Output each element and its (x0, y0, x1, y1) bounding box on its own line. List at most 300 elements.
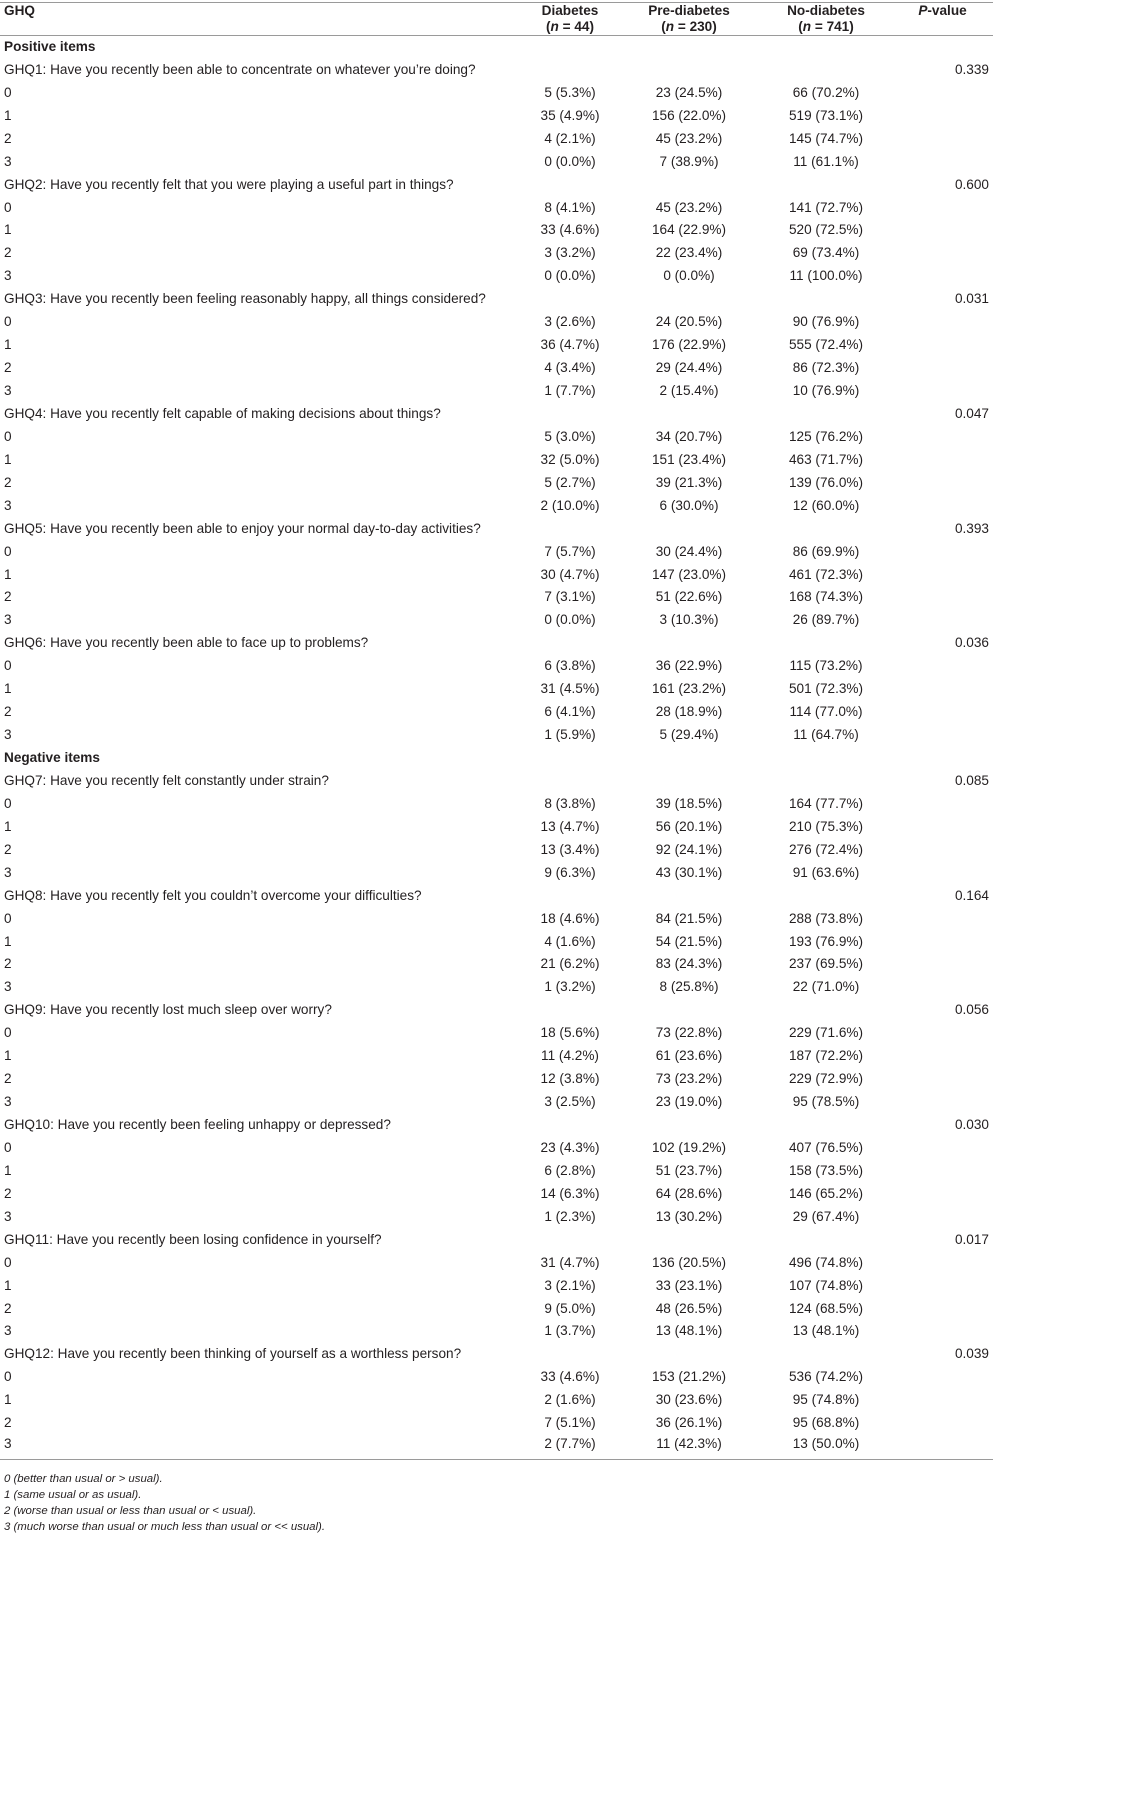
empty-cell (894, 334, 993, 357)
empty-cell (894, 1159, 993, 1182)
table-row (0, 1205, 993, 1228)
prediabetes-cell: 28 (18.9%) (655, 704, 723, 720)
nodiabetes-cell: 11 (64.7%) (793, 727, 859, 743)
nodiabetes-cell: 463 (71.7%) (788, 451, 864, 467)
empty-cell (894, 1412, 993, 1435)
question-label: GHQ7: Have you recently felt constantly under strain? (4, 772, 329, 788)
response-level: 0 (4, 314, 12, 330)
table-row (0, 861, 993, 884)
response-level: 3 (4, 1208, 12, 1224)
table-row (0, 1068, 993, 1091)
empty-cell (894, 127, 993, 150)
empty-cell (894, 930, 993, 953)
table-row (0, 907, 993, 930)
header-diabetes-n: (n = 44) (546, 19, 594, 34)
prediabetes-cell: 7 (38.9%) (659, 153, 719, 169)
empty-cell (758, 403, 894, 426)
prediabetes-cell: 56 (20.1%) (655, 818, 723, 834)
empty-cell (520, 36, 620, 59)
response-level: 3 (4, 1094, 12, 1110)
diabetes-cell: 31 (4.5%) (540, 681, 600, 697)
empty-cell (520, 1228, 620, 1251)
empty-cell (520, 770, 620, 793)
empty-cell (520, 403, 620, 426)
diabetes-cell: 3 (2.1%) (544, 1277, 596, 1293)
diabetes-cell: 2 (10.0%) (540, 497, 600, 513)
table-row (0, 380, 993, 403)
question-label: GHQ6: Have you recently been able to face up to problems? (4, 635, 369, 651)
prediabetes-cell: 51 (23.7%) (655, 1162, 723, 1178)
empty-cell (620, 1228, 758, 1251)
empty-cell (758, 747, 894, 770)
diabetes-cell: 7 (5.1%) (544, 1415, 596, 1431)
diabetes-cell: 3 (3.2%) (544, 245, 596, 261)
response-level: 3 (4, 727, 12, 743)
nodiabetes-cell: 193 (76.9%) (788, 933, 864, 949)
empty-cell (894, 1320, 993, 1343)
diabetes-cell: 0 (0.0%) (544, 153, 596, 169)
question-row (0, 1228, 993, 1251)
empty-cell (894, 357, 993, 380)
response-level: 3 (4, 864, 12, 880)
question-row (0, 999, 993, 1022)
table-row (0, 494, 993, 517)
empty-cell (520, 884, 620, 907)
empty-cell (894, 655, 993, 678)
diabetes-cell: 6 (4.1%) (544, 704, 596, 720)
nodiabetes-cell: 13 (50.0%) (792, 1435, 860, 1451)
table-row (0, 425, 993, 448)
empty-cell (758, 36, 894, 59)
header-p-value: P-value (918, 3, 967, 18)
empty-cell (758, 999, 894, 1022)
response-level: 2 (4, 1415, 12, 1431)
prediabetes-cell: 83 (24.3%) (655, 956, 723, 972)
empty-cell (894, 1251, 993, 1274)
p-value-cell: 0.036 (954, 635, 989, 651)
nodiabetes-cell: 229 (72.9%) (788, 1071, 864, 1087)
nodiabetes-cell: 10 (76.9%) (792, 383, 860, 399)
empty-cell (758, 632, 894, 655)
question-label: GHQ12: Have you recently been thinking of yourself as a worthless person? (4, 1346, 462, 1362)
footnote: 1 (same usual or as usual). (4, 1488, 142, 1501)
prediabetes-cell: 84 (21.5%) (655, 910, 723, 926)
empty-cell (894, 1435, 993, 1460)
diabetes-cell: 5 (3.0%) (544, 428, 596, 444)
table-row (0, 930, 993, 953)
p-value-cell: 0.017 (954, 1231, 989, 1247)
empty-cell (620, 1343, 758, 1366)
nodiabetes-cell: 115 (73.2%) (789, 658, 863, 674)
empty-cell (520, 173, 620, 196)
table-row (0, 334, 993, 357)
table-row (0, 127, 993, 150)
diabetes-cell: 21 (6.2%) (540, 956, 600, 972)
nodiabetes-cell: 139 (76.0%) (788, 474, 864, 490)
table-row (0, 150, 993, 173)
diabetes-cell: 1 (3.2%) (544, 979, 596, 995)
empty-cell (894, 724, 993, 747)
nodiabetes-cell: 229 (71.6%) (788, 1025, 864, 1041)
empty-cell (620, 884, 758, 907)
nodiabetes-cell: 107 (74.8%) (788, 1277, 864, 1293)
nodiabetes-cell: 114 (77.0%) (789, 704, 863, 720)
response-level: 1 (4, 933, 12, 949)
response-level: 1 (4, 222, 12, 238)
response-level: 3 (4, 383, 12, 399)
prediabetes-cell: 51 (22.6%) (655, 589, 723, 605)
diabetes-cell: 33 (4.6%) (540, 1369, 600, 1385)
diabetes-cell: 31 (4.7%) (540, 1254, 600, 1270)
prediabetes-cell: 153 (21.2%) (651, 1369, 727, 1385)
diabetes-cell: 9 (5.0%) (544, 1300, 596, 1316)
nodiabetes-cell: 158 (73.5%) (788, 1162, 864, 1178)
empty-cell (520, 517, 620, 540)
diabetes-cell: 8 (4.1%) (544, 199, 596, 215)
nodiabetes-cell: 26 (89.7%) (792, 612, 860, 628)
nodiabetes-cell: 86 (69.9%) (792, 543, 860, 559)
prediabetes-cell: 29 (24.4%) (655, 360, 723, 376)
response-level: 3 (4, 612, 12, 628)
table-row (0, 1274, 993, 1297)
question-label: GHQ8: Have you recently felt you couldn’t overcome your difficulties? (4, 887, 422, 903)
question-label: GHQ5: Have you recently been able to enjoy your normal day-to-day activities? (4, 520, 481, 536)
question-row (0, 173, 993, 196)
empty-cell (894, 563, 993, 586)
table-row (0, 540, 993, 563)
diabetes-cell: 5 (2.7%) (544, 474, 596, 490)
question-label: GHQ4: Have you recently felt capable of making decisions about things? (4, 405, 441, 421)
table-row (0, 1091, 993, 1114)
diabetes-cell: 35 (4.9%) (540, 107, 600, 123)
diabetes-cell: 1 (3.7%) (544, 1323, 596, 1339)
table-row (0, 655, 993, 678)
nodiabetes-cell: 95 (68.8%) (792, 1415, 860, 1431)
table-header-row (0, 3, 993, 36)
empty-cell (894, 678, 993, 701)
header-nodiabetes-label: No-diabetes (787, 3, 865, 18)
nodiabetes-cell: 519 (73.1%) (788, 107, 864, 123)
response-level: 1 (4, 107, 12, 123)
empty-cell (894, 242, 993, 265)
response-level: 1 (4, 1392, 12, 1408)
nodiabetes-cell: 520 (72.5%) (788, 222, 864, 238)
empty-cell (894, 953, 993, 976)
prediabetes-cell: 176 (22.9%) (651, 337, 727, 353)
response-level: 3 (4, 268, 12, 284)
response-level: 2 (4, 360, 12, 376)
empty-cell (894, 471, 993, 494)
empty-cell (894, 815, 993, 838)
prediabetes-cell: 22 (23.4%) (655, 245, 723, 261)
response-level: 1 (4, 1162, 12, 1178)
empty-cell (894, 701, 993, 724)
empty-cell (758, 1228, 894, 1251)
empty-cell (520, 288, 620, 311)
prediabetes-cell: 39 (18.5%) (655, 795, 723, 811)
diabetes-cell: 4 (1.6%) (544, 933, 596, 949)
prediabetes-cell: 102 (19.2%) (651, 1139, 727, 1155)
empty-cell (894, 1205, 993, 1228)
empty-cell (620, 999, 758, 1022)
diabetes-cell: 18 (5.6%) (540, 1025, 600, 1041)
table-row (0, 1412, 993, 1435)
table-row (0, 1045, 993, 1068)
diabetes-cell: 8 (3.8%) (544, 795, 596, 811)
empty-cell (520, 1114, 620, 1137)
empty-cell (894, 196, 993, 219)
table-row (0, 1389, 993, 1412)
empty-cell (894, 380, 993, 403)
prediabetes-cell: 45 (23.2%) (655, 130, 723, 146)
nodiabetes-cell: 146 (65.2%) (788, 1185, 864, 1201)
p-value-cell: 0.164 (954, 887, 989, 903)
header-diabetes (520, 3, 620, 36)
empty-cell (520, 632, 620, 655)
empty-cell (894, 540, 993, 563)
diabetes-cell: 11 (4.2%) (541, 1048, 599, 1064)
nodiabetes-cell: 141 (72.7%) (788, 199, 864, 215)
nodiabetes-cell: 288 (73.8%) (788, 910, 864, 926)
response-level: 2 (4, 474, 12, 490)
table-body (0, 36, 993, 1460)
response-level: 1 (4, 1048, 12, 1064)
response-level: 3 (4, 497, 12, 513)
prediabetes-cell: 3 (10.3%) (659, 612, 719, 628)
empty-cell (520, 999, 620, 1022)
nodiabetes-cell: 91 (63.6%) (792, 864, 860, 880)
table-row (0, 104, 993, 127)
table-row (0, 701, 993, 724)
empty-cell (758, 1343, 894, 1366)
prediabetes-cell: 73 (22.8%) (655, 1025, 723, 1041)
response-level: 2 (4, 704, 12, 720)
diabetes-cell: 32 (5.0%) (540, 451, 600, 467)
table-row (0, 242, 993, 265)
table-row (0, 357, 993, 380)
prediabetes-cell: 92 (24.1%) (655, 841, 723, 857)
empty-cell (894, 1045, 993, 1068)
prediabetes-cell: 45 (23.2%) (655, 199, 723, 215)
table-row (0, 586, 993, 609)
diabetes-cell: 13 (4.7%) (540, 818, 600, 834)
nodiabetes-cell: 145 (74.7%) (788, 130, 864, 146)
empty-cell (620, 632, 758, 655)
empty-cell (620, 288, 758, 311)
table-row (0, 815, 993, 838)
question-label: GHQ2: Have you recently felt that you were playing a useful part in things? (4, 176, 454, 192)
diabetes-cell: 13 (3.4%) (540, 841, 600, 857)
prediabetes-cell: 39 (21.3%) (655, 474, 723, 490)
footnote: 0 (better than usual or > usual). (4, 1472, 163, 1485)
diabetes-cell: 7 (5.7%) (544, 543, 596, 559)
prediabetes-cell: 13 (30.2%) (655, 1208, 723, 1224)
prediabetes-cell: 36 (26.1%) (655, 1415, 723, 1431)
diabetes-cell: 33 (4.6%) (540, 222, 600, 238)
table-row (0, 1435, 993, 1460)
nodiabetes-cell: 69 (73.4%) (792, 245, 860, 261)
response-level: 2 (4, 1300, 12, 1316)
response-level: 0 (4, 658, 12, 674)
prediabetes-cell: 34 (20.7%) (655, 428, 723, 444)
response-level: 2 (4, 245, 12, 261)
ghq-table (0, 2, 993, 1460)
table-row (0, 471, 993, 494)
nodiabetes-cell: 555 (72.4%) (788, 337, 864, 353)
table-row (0, 1297, 993, 1320)
response-level: 2 (4, 841, 12, 857)
question-row (0, 58, 993, 81)
prediabetes-cell: 136 (20.5%) (651, 1254, 727, 1270)
response-level: 1 (4, 818, 12, 834)
diabetes-cell: 14 (6.3%) (540, 1185, 600, 1201)
prediabetes-cell: 23 (24.5%) (655, 84, 723, 100)
nodiabetes-cell: 11 (100.0%) (789, 268, 863, 284)
table-row (0, 219, 993, 242)
empty-cell (894, 1091, 993, 1114)
empty-cell (758, 770, 894, 793)
section-label: Positive items (4, 39, 96, 55)
p-value-cell: 0.031 (954, 291, 989, 307)
nodiabetes-cell: 86 (72.3%) (792, 360, 860, 376)
table-row (0, 1320, 993, 1343)
empty-cell (894, 907, 993, 930)
diabetes-cell: 4 (3.4%) (544, 360, 596, 376)
p-value-cell: 0.393 (954, 520, 989, 536)
table-row (0, 1137, 993, 1160)
table-row (0, 1182, 993, 1205)
empty-cell (758, 884, 894, 907)
question-row (0, 1114, 993, 1137)
prediabetes-cell: 147 (23.0%) (651, 566, 727, 582)
empty-cell (894, 448, 993, 471)
footnote: 3 (much worse than usual or much less than usual or << usual). (4, 1521, 326, 1534)
diabetes-cell: 6 (2.8%) (544, 1162, 596, 1178)
diabetes-cell: 2 (1.6%) (544, 1392, 596, 1408)
table-row (0, 311, 993, 334)
nodiabetes-cell: 124 (68.5%) (788, 1300, 864, 1316)
diabetes-cell: 7 (3.1%) (544, 589, 596, 605)
nodiabetes-cell: 461 (72.3%) (788, 566, 864, 582)
section-row (0, 36, 993, 59)
table-row (0, 81, 993, 104)
prediabetes-cell: 13 (48.1%) (655, 1323, 723, 1339)
nodiabetes-cell: 237 (69.5%) (788, 956, 864, 972)
empty-cell (758, 517, 894, 540)
response-level: 2 (4, 130, 12, 146)
empty-cell (620, 1114, 758, 1137)
empty-cell (520, 58, 620, 81)
empty-cell (894, 976, 993, 999)
prediabetes-cell: 0 (0.0%) (663, 268, 715, 284)
empty-cell (894, 792, 993, 815)
nodiabetes-cell: 125 (76.2%) (788, 428, 864, 444)
response-level: 3 (4, 1435, 12, 1451)
response-level: 3 (4, 979, 12, 995)
empty-cell (620, 36, 758, 59)
nodiabetes-cell: 187 (72.2%) (788, 1048, 864, 1064)
diabetes-cell: 1 (5.9%) (544, 727, 596, 743)
empty-cell (520, 1343, 620, 1366)
prediabetes-cell: 161 (23.2%) (651, 681, 727, 697)
table-row (0, 609, 993, 632)
nodiabetes-cell: 407 (76.5%) (788, 1139, 864, 1155)
table-row (0, 724, 993, 747)
empty-cell (894, 494, 993, 517)
response-level: 2 (4, 1185, 12, 1201)
table-row (0, 792, 993, 815)
response-level: 0 (4, 199, 12, 215)
prediabetes-cell: 33 (23.1%) (655, 1277, 723, 1293)
diabetes-cell: 23 (4.3%) (540, 1139, 600, 1155)
prediabetes-cell: 54 (21.5%) (655, 933, 723, 949)
prediabetes-cell: 48 (26.5%) (655, 1300, 723, 1316)
response-level: 3 (4, 1323, 12, 1339)
empty-cell (620, 747, 758, 770)
empty-cell (894, 609, 993, 632)
diabetes-cell: 1 (7.7%) (544, 383, 596, 399)
empty-cell (894, 1274, 993, 1297)
response-level: 0 (4, 84, 12, 100)
p-value-cell: 0.030 (954, 1117, 989, 1133)
diabetes-cell: 36 (4.7%) (540, 337, 600, 353)
nodiabetes-cell: 12 (60.0%) (792, 497, 860, 513)
question-row (0, 770, 993, 793)
question-row (0, 632, 993, 655)
diabetes-cell: 3 (2.5%) (544, 1094, 596, 1110)
empty-cell (894, 1068, 993, 1091)
table-row (0, 953, 993, 976)
question-row (0, 517, 993, 540)
prediabetes-cell: 43 (30.1%) (655, 864, 723, 880)
p-value-cell: 0.047 (954, 405, 989, 421)
prediabetes-cell: 36 (22.9%) (655, 658, 723, 674)
footnote: 2 (worse than usual or less than usual or < usual). (4, 1505, 257, 1518)
empty-cell (894, 219, 993, 242)
empty-cell (894, 1137, 993, 1160)
header-diabetes-label: Diabetes (541, 3, 599, 18)
empty-cell (894, 838, 993, 861)
diabetes-cell: 0 (0.0%) (544, 268, 596, 284)
empty-cell (894, 1022, 993, 1045)
prediabetes-cell: 73 (23.2%) (655, 1071, 723, 1087)
header-nodiabetes-n: (n = 741) (798, 19, 854, 34)
empty-cell (894, 311, 993, 334)
response-level: 0 (4, 1025, 12, 1041)
response-level: 1 (4, 1277, 12, 1293)
response-level: 2 (4, 956, 12, 972)
prediabetes-cell: 11 (42.3%) (656, 1435, 722, 1451)
prediabetes-cell: 30 (24.4%) (655, 543, 723, 559)
empty-cell (894, 1297, 993, 1320)
empty-cell (894, 861, 993, 884)
empty-cell (894, 104, 993, 127)
header-prediabetes-n: (n = 230) (661, 19, 717, 34)
nodiabetes-cell: 90 (76.9%) (792, 314, 860, 330)
empty-cell (894, 1366, 993, 1389)
p-value-cell: 0.085 (954, 772, 989, 788)
response-level: 1 (4, 451, 12, 467)
header-prediabetes (620, 3, 758, 36)
table-row (0, 1159, 993, 1182)
header-prediabetes-label: Pre-diabetes (648, 3, 730, 18)
response-level: 2 (4, 1071, 12, 1087)
question-label: GHQ3: Have you recently been feeling reasonably happy, all things considered? (4, 291, 486, 307)
empty-cell (894, 747, 993, 770)
prediabetes-cell: 2 (15.4%) (659, 383, 719, 399)
response-level: 1 (4, 566, 12, 582)
nodiabetes-cell: 29 (67.4%) (792, 1208, 860, 1224)
